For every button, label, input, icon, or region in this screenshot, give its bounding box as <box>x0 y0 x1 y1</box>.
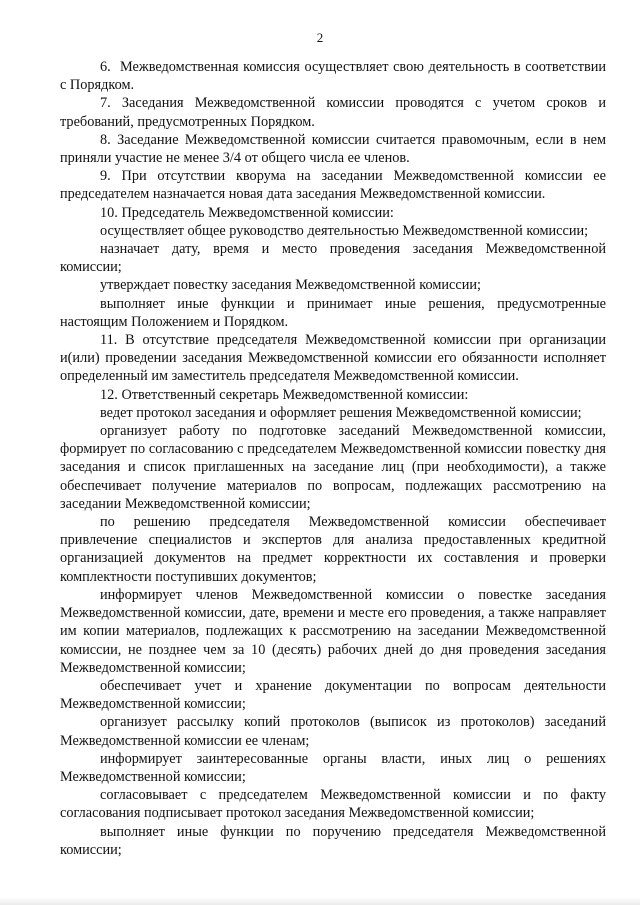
document-body <box>60 58 606 859</box>
secretary-duty-distribute-minutes: организует рассылку копий протоколов (выписок из протоколов) заседаний Межведомственной комиссии ее членам; <box>60 714 606 749</box>
secretary-duty-prepare-meetings: организует работу по подготовке заседаний Межведомственной комиссии, формирует по согласованию с председателем Межведомственной комиссии повестку дня заседания и список приглашенных на заседание лиц (при необходимости), а также обеспечивает получение материалов по вопросам, подлежащих рассмотрению на заседании Межведомственной комиссии; <box>60 423 606 512</box>
page-number: 2 <box>316 30 324 45</box>
chairman-duty-general-management: осуществляет общее руководство деятельностью Межведомственной комиссии; <box>100 222 589 239</box>
secretary-duty-inform-authorities: информирует заинтересованные органы власти, иных лиц о решениях Межведомственной комиссии; <box>60 750 606 785</box>
secretary-duty-sign-minutes: согласовывает с председателем Межведомственной комиссии и по факту согласования подписывает протокол заседания Межведомственной комиссии; <box>60 787 606 822</box>
secretary-duty-experts: по решению председателя Межведомственной комиссии обеспечивает привлечение специалистов и экспертов для анализа предоставленных кредитной организацией документов на предмет корректности их составления и проверки комплектности поступивших документов; <box>60 514 606 585</box>
scan-edge-shadow <box>0 897 640 905</box>
paragraph-6: 6. Межведомственная комиссия осуществляет свою деятельность в соответствии с Порядком. <box>60 59 606 94</box>
chairman-duty-other-functions: выполняет иные функции и принимает иные решения, предусмотренные настоящим Положением и Порядком. <box>60 295 606 330</box>
secretary-duty-other-functions: выполняет иные функции по поручению председателя Межведомственной комиссии; <box>60 823 606 858</box>
paragraph-8: 8. Заседание Межведомственной комиссии считается правомочным, если в нем приняли участие не менее 3/4 от общего числа ее членов. <box>60 131 606 167</box>
secretary-duty-records: обеспечивает учет и хранение документации по вопросам деятельности Межведомственной комиссии; <box>60 677 606 713</box>
chairman-duty-approve-agenda: утверждает повестку заседания Межведомственной комиссии; <box>100 277 482 294</box>
paragraph-10-heading: 10. Председатель Межведомственной комиссии: <box>100 204 394 221</box>
paragraph-7: 7. Заседания Межведомственной комиссии проводятся с учетом сроков и требований, предусмотренных Порядком. <box>60 95 606 130</box>
chairman-duty-schedule-meeting: назначает дату, время и место проведения заседания Межведомственной комиссии; <box>60 241 606 276</box>
secretary-duty-inform-members: информирует членов Межведомственной комиссии о повестке заседания Межведомственной комиссии, дате, времени и месте его проведения, а также направляет им копии материалов, подлежащих к рассмотрению на заседании Межведомственной комиссии, не позднее чем за 10 (десять) рабочих дней до дня проведения заседания Межведомственной комиссии; <box>60 586 606 676</box>
secretary-duty-minutes: ведет протокол заседания и оформляет решения Межведомственной комиссии; <box>100 404 582 421</box>
paragraph-11: 11. В отсутствие председателя Межведомственной комиссии при организации и(или) проведении заседания Межведомственной комиссии его обязанности исполняет определенный им заместитель председателя Межведомственной комиссии. <box>60 332 606 385</box>
paragraph-9: 9. При отсутствии кворума на заседании Межведомственной комиссии ее председателем назначается новая дата заседания Межведомственной комиссии. <box>60 168 606 203</box>
paragraph-12-heading: 12. Ответственный секретарь Межведомственной комиссии: <box>100 386 469 403</box>
